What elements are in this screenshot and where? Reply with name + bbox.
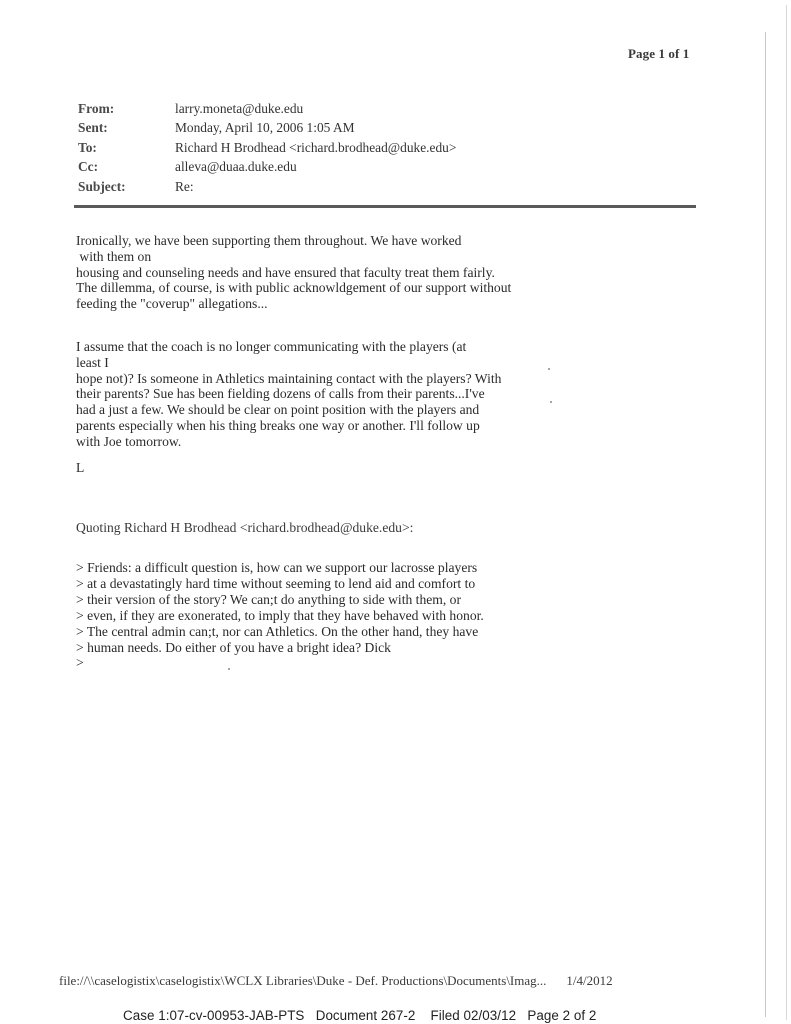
header-to [78, 138, 456, 158]
from-label: From: [78, 100, 115, 116]
page-number: Page 1 of 1 [628, 46, 690, 61]
scan-artifact-line [786, 5, 787, 1020]
print-footer [59, 973, 613, 989]
scan-speck [548, 368, 550, 370]
cc-label: Cc: [78, 159, 99, 175]
to-value: Richard H Brodhead <richard.brodhead@duke.edu> [175, 139, 457, 155]
header-sent [78, 119, 456, 139]
header-subject [78, 177, 456, 197]
subject-label: Subject: [78, 178, 126, 194]
sent-value: Monday, April 10, 2006 1:05 AM [175, 120, 355, 136]
scan-speck [550, 401, 552, 403]
subject-value: Re: [175, 178, 194, 194]
cc-value: alleva@duaa.duke.edu [175, 159, 297, 175]
body-paragraph-2: I assume that the coach is no longer communicating with the players (at least I hope not)? Is someone in Athletics maintaining contact with the players? With their parents? Sue has been fielding dozens of calls from their parents...I've had a just a few. We should be clear on point position with the players and parents especially when his thing breaks one way or another. I'll follow up with Joe tomorrow. [76, 339, 502, 449]
email-header [78, 99, 456, 197]
quoted-message: > Friends: a difficult question is, how can we support our lacrosse players > at a devastatingly hard time without seeming to lend aid and comfort to > their version of the story? We can;t do anything to side with them, or > even, if they are exonerated, to imply that they have behaved with honor. > The central admin can;t, nor can Athletics. On the other hand, they have > human needs. Do either of you have a bright idea? Dick > [76, 560, 484, 671]
quote-intro: Quoting Richard H Brodhead <richard.brodhead@duke.edu>: [76, 520, 414, 535]
case-stamp: Case 1:07-cv-00953-JAB-PTS Document 267-2 Filed 02/03/12 Page 2 of 2 [123, 1008, 597, 1023]
signature: L [76, 460, 85, 475]
to-label: To: [78, 139, 97, 155]
scan-artifact-line [765, 32, 766, 1017]
body-paragraph-1: Ironically, we have been supporting them throughout. We have worked with them on housing and counseling needs and have ensured that faculty treat them fairly. The dillemma, of course, is with public acknowldgement of our support without feeding the "coverup" allegations... [76, 233, 512, 312]
header-divider [74, 205, 696, 208]
sent-label: Sent: [78, 120, 108, 136]
header-from [78, 99, 456, 119]
from-value: larry.moneta@duke.edu [175, 100, 304, 116]
print-date: 1/4/2012 [566, 973, 613, 988]
file-path: file://\\caselogistix\caselogistix\WCLX Libraries\Duke - Def. Productions\Documents\Imag... [59, 973, 547, 988]
header-cc [78, 158, 456, 178]
